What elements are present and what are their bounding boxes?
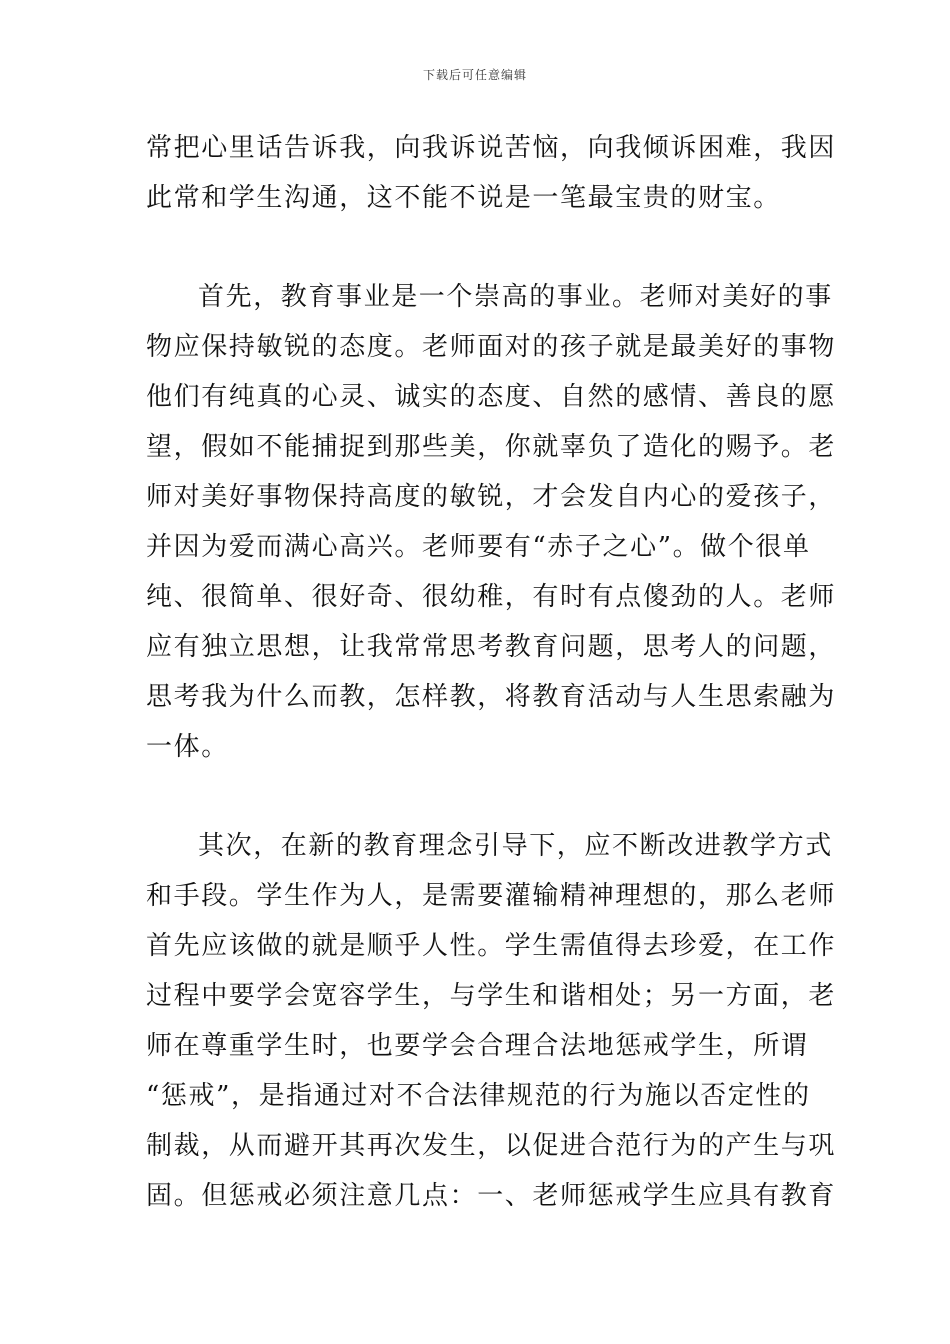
text-line: “惩戒”，是指通过对不合法律规范的行为施以否定性的 — [146, 1081, 811, 1111]
text-line: 望，假如不能捕捉到那些美，你就辜负了造化的赐予。老 — [146, 432, 837, 462]
text-line: 并因为爱而满心高兴。老师要有“赤子之心”。做个很单 — [146, 532, 811, 562]
text-line: 他们有纯真的心灵、诚实的态度、自然的感情、善良的愿 — [146, 382, 837, 412]
text-line: 常把心里话告诉我，向我诉说苦恼，向我倾诉困难，我因 — [146, 133, 837, 163]
page-header: 下载后可任意编辑 — [422, 68, 527, 82]
text-line: 师在尊重学生时，也要学会合理合法地惩戒学生，所谓 — [146, 1031, 809, 1061]
text-line: 制裁，从而避开其再次发生，以促进合范行为的产生与巩 — [146, 1131, 837, 1161]
text-line: 物应保持敏锐的态度。老师面对的孩子就是最美好的事物 — [146, 332, 837, 362]
text-line: 一体。 — [146, 732, 229, 762]
text-line: 思考我为什么而教，怎样教，将教育活动与人生思索融为 — [146, 682, 837, 712]
text-line: 固。但惩戒必须注意几点：一、老师惩戒学生应具有教育 — [146, 1181, 837, 1211]
text-line: 过程中要学会宽容学生，与学生和谐相处；另一方面，老 — [146, 981, 837, 1011]
text-line: 首先应该做的就是顺乎人性。学生需值得去珍爱，在工作 — [146, 931, 837, 961]
text-line: 首先，教育事业是一个崇高的事业。老师对美好的事 — [198, 282, 833, 312]
text-line: 和手段。学生作为人，是需要灌输精神理想的，那么老师 — [146, 881, 837, 911]
text-line: 此常和学生沟通，这不能不说是一笔最宝贵的财宝。 — [146, 183, 781, 213]
text-line: 应有独立思想，让我常常思考教育问题，思考人的问题， — [146, 632, 837, 662]
text-line: 其次，在新的教育理念引导下，应不断改进教学方式 — [198, 831, 833, 861]
text-line: 纯、很简单、很好奇、很幼稚，有时有点傻劲的人。老师 — [146, 582, 837, 612]
text-line: 师对美好事物保持高度的敏锐，才会发自内心的爱孩子， — [146, 482, 837, 512]
